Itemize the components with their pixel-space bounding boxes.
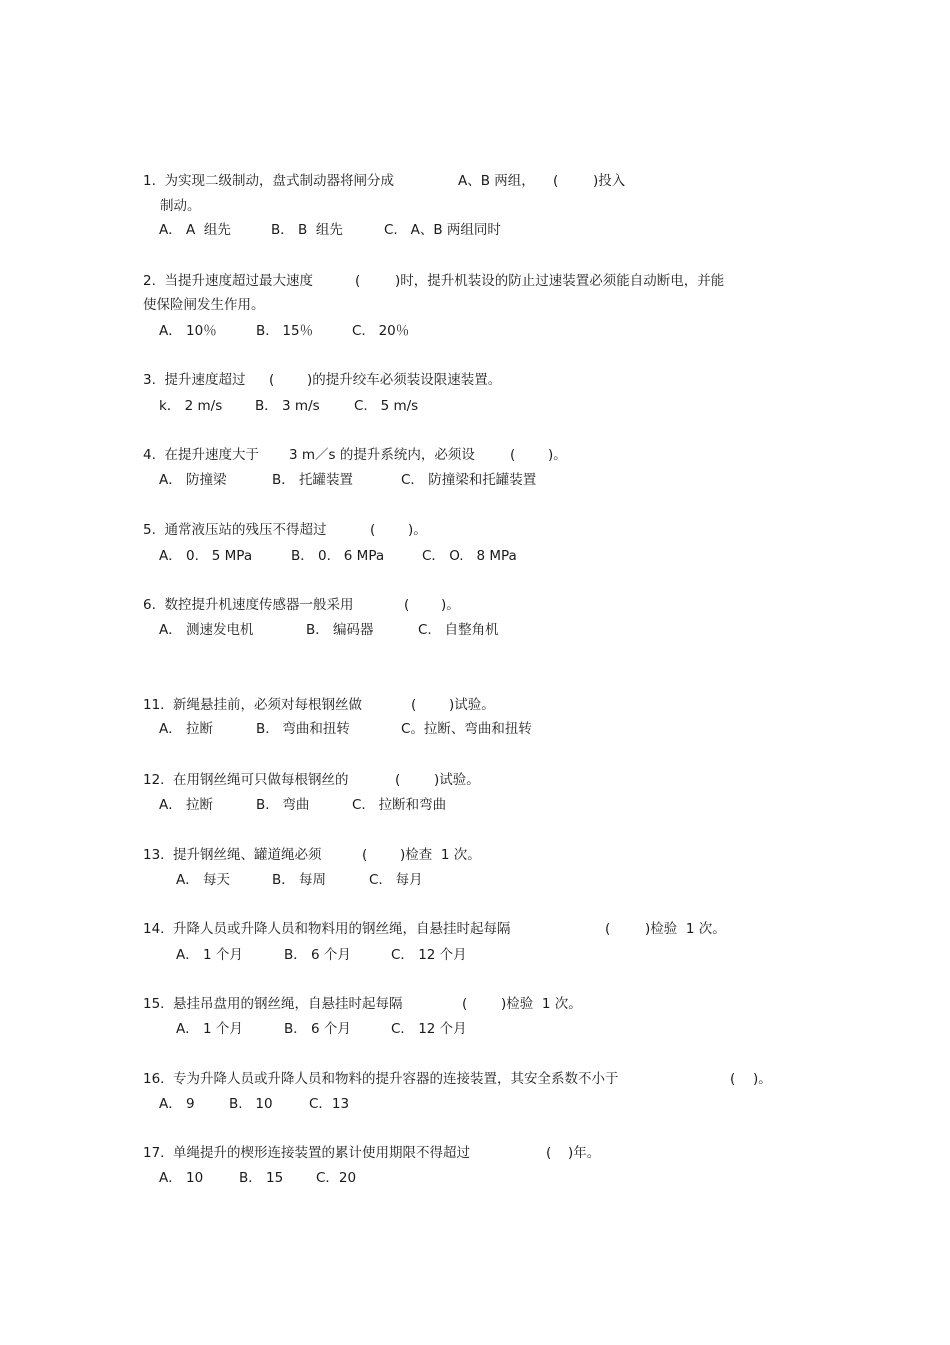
text-segment: ( [404, 597, 410, 613]
text-segment: 1. 为实现二级制动，盘式制动器将闸分成 [143, 173, 394, 189]
text-segment: )的提升绞车必须装设限速装置。 [307, 372, 502, 388]
text-segment: B． 0. 6 MPa [291, 548, 385, 564]
text-segment: A． 10 [159, 1170, 204, 1186]
text-segment: A． 防撞梁 [159, 472, 227, 488]
text-segment: A． 测速发电机 [159, 622, 254, 638]
text-segment: 14. 升降人员或升降人员和物料用的钢丝绳，自悬挂时起每隔 [143, 921, 511, 937]
text-segment: ( [510, 447, 516, 463]
text-segment: )检查 1 次。 [400, 847, 481, 863]
text-segment: C．13 [309, 1096, 350, 1112]
text-segment: C．20 [316, 1170, 357, 1186]
text-segment: )。 [408, 522, 427, 538]
text-segment: B． B 组先 [271, 222, 343, 238]
text-segment: 6. 数控提升机速度传感器一般采用 [143, 597, 354, 613]
text-segment: C. A、B 两组同时 [384, 222, 501, 238]
text-segment: 3 m／s 的提升系统内，必须设 [289, 447, 475, 463]
text-segment: ( [395, 772, 401, 788]
text-segment: A． 1 个月 [176, 1021, 243, 1037]
text-segment: 4. 在提升速度大于 [143, 447, 259, 463]
text-segment: 3. 提升速度超过 [143, 372, 246, 388]
text-segment: ( [605, 921, 611, 937]
text-segment: )。 [548, 447, 567, 463]
text-segment: B． 6 个月 [284, 1021, 351, 1037]
text-segment: C。拉断、弯曲和扭转 [401, 721, 532, 737]
text-segment: 15. 悬挂吊盘用的钢丝绳，自悬挂时起每隔 [143, 996, 403, 1012]
text-segment: 2. 当提升速度超过最大速度 [143, 273, 313, 289]
text-segment: )。 [441, 597, 460, 613]
text-segment: )。 [753, 1071, 772, 1087]
text-segment: C. 每月 [369, 872, 423, 888]
text-segment: 13. 提升钢丝绳、罐道绳必须 [143, 847, 322, 863]
text-segment: C. 20％ [352, 323, 410, 339]
text-segment: A、B 两组， [458, 173, 535, 189]
text-segment: k． 2 m/s [159, 398, 223, 414]
text-segment: B． 编码器 [306, 622, 374, 638]
text-segment: C. 5 m/s [354, 398, 419, 414]
text-segment: 5. 通常液压站的残压不得超过 [143, 522, 327, 538]
text-segment: )试验。 [449, 697, 495, 713]
text-segment: B. 弯曲 [256, 797, 310, 813]
text-segment: ( [355, 273, 361, 289]
text-segment: ( [553, 173, 559, 189]
text-segment: B． 15 [239, 1170, 284, 1186]
text-segment: A． 拉断 [159, 797, 214, 813]
text-segment: 制动。 [160, 198, 201, 214]
text-segment: )试验。 [434, 772, 480, 788]
text-segment: )投入 [593, 173, 626, 189]
text-segment: 12. 在用钢丝绳可只做每根钢丝的 [143, 772, 349, 788]
text-segment: B. 弯曲和扭转 [256, 721, 350, 737]
text-segment: B． 3 m/s [255, 398, 320, 414]
text-segment: A． A 组先 [159, 222, 231, 238]
text-segment: )检验 1 次。 [501, 996, 582, 1012]
text-segment: )年。 [568, 1145, 601, 1161]
text-segment: B. 10 [229, 1096, 273, 1112]
text-segment: B． 每周 [272, 872, 327, 888]
text-segment: ( [730, 1071, 736, 1087]
text-segment: 17. 单绳提升的楔形连接装置的累计使用期限不得超过 [143, 1145, 471, 1161]
text-segment: ( [546, 1145, 552, 1161]
text-segment: A． 10％ [159, 323, 217, 339]
text-segment: A． 0. 5 MPa [159, 548, 253, 564]
text-segment: B． 6 个月 [284, 947, 351, 963]
text-segment: 11. 新绳悬挂前，必须对每根钢丝做 [143, 697, 363, 713]
text-segment: B． 托罐装置 [272, 472, 354, 488]
text-segment: C． 12 个月 [391, 1021, 467, 1037]
text-segment: C. 自整角机 [418, 622, 499, 638]
text-segment: A． 9 [159, 1096, 195, 1112]
text-segment: A． 每天 [176, 872, 231, 888]
text-segment: A． 1 个月 [176, 947, 243, 963]
text-segment: ( [370, 522, 376, 538]
text-segment: 16. 专为升降人员或升降人员和物料的提升容器的连接装置，其安全系数不小于 [143, 1071, 619, 1087]
text-segment: A． 拉断 [159, 721, 214, 737]
text-segment: )时，提升机装设的防止过速装置必须能自动断电，并能 [395, 273, 725, 289]
text-segment: 使保险闸发生作用。 [143, 297, 265, 313]
text-segment: B. 15％ [256, 323, 314, 339]
text-segment: C． 12 个月 [391, 947, 467, 963]
text-segment: ( [269, 372, 275, 388]
text-segment: ( [411, 697, 417, 713]
text-segment: ( [462, 996, 468, 1012]
text-segment: ( [362, 847, 368, 863]
text-segment: C． 防撞梁和托罐装置 [401, 472, 537, 488]
text-segment: )检验 1 次。 [645, 921, 726, 937]
text-segment: C. 拉断和弯曲 [352, 797, 447, 813]
text-segment: C． O. 8 MPa [422, 548, 517, 564]
